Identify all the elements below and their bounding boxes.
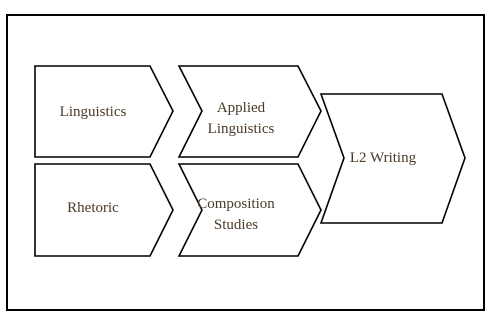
linguistics-label: Linguistics (59, 103, 127, 120)
composition-studies-label: Composition Studies (197, 196, 275, 233)
rhetoric-label: Rhetoric (67, 199, 119, 216)
l2-writing-label: L2 Writing (349, 149, 417, 166)
applied-linguistics-label: Applied Linguistics (207, 100, 275, 137)
